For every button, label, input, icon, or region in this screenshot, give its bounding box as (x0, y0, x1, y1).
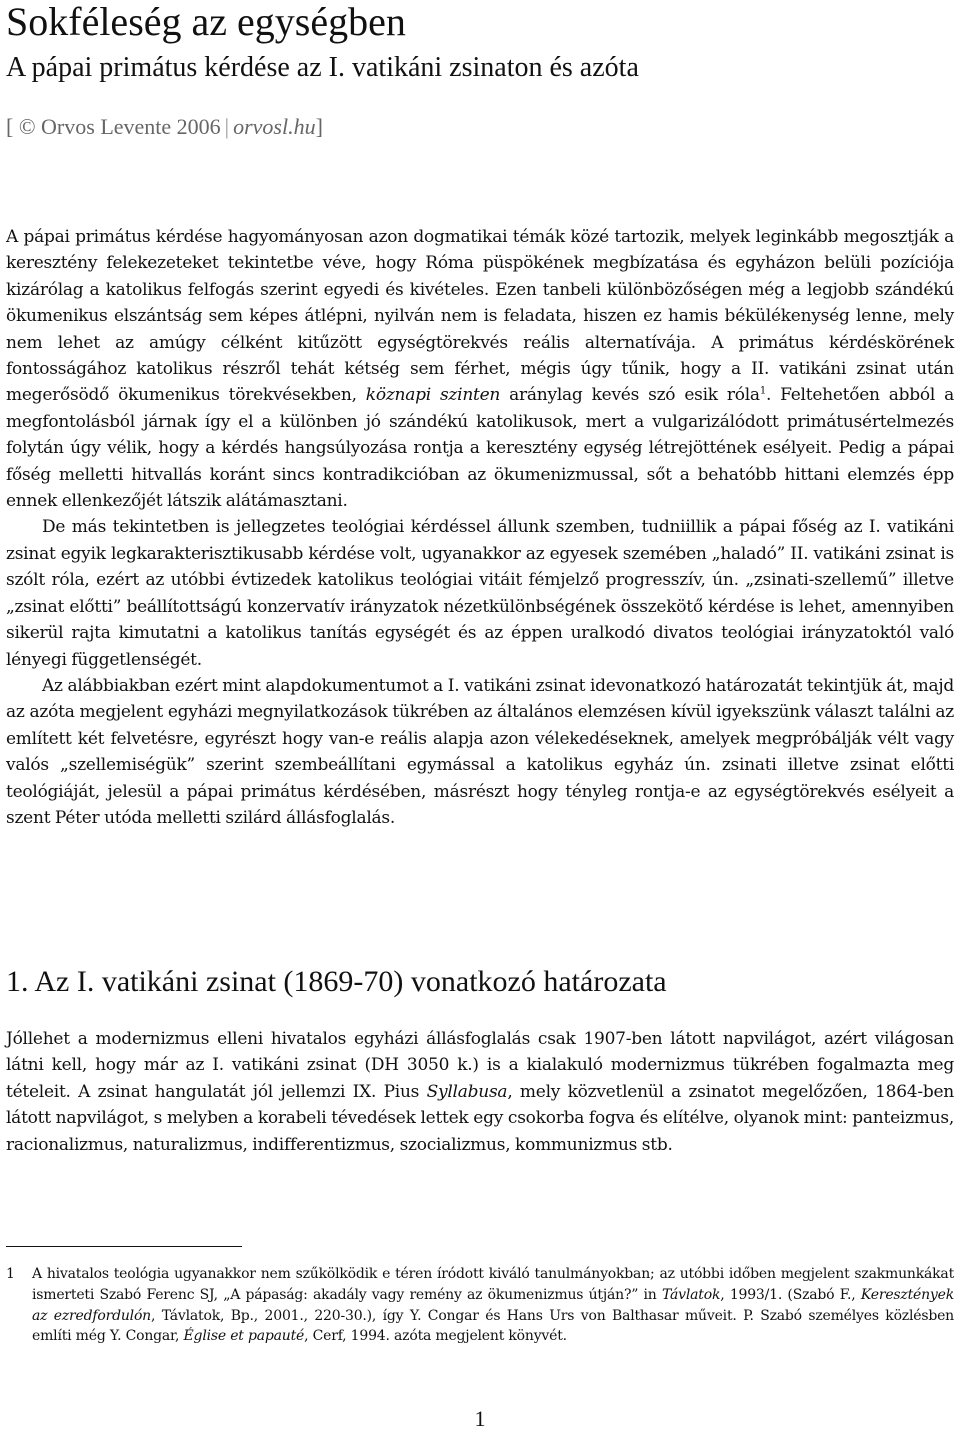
footnote-reference[interactable]: 1 (759, 385, 766, 397)
footnote-text-4: , Cerf, 1994. azóta megjelent könyvét. (304, 1328, 567, 1345)
section-1-emphasis: Syllabusa (426, 1081, 508, 1102)
byline-separator: | (224, 114, 230, 139)
intro-paragraph-2: De más tekintetben is jellegzetes teológiai kérdéssel állunk szemben, tudniillik a pápai főség az I. vatikáni zsinat egyik legkarakterisztikusabb kérdése volt, ugyanakkor az egyesek szemében „haladó” II. vatikáni zsinat is szólt róla, ezért az utóbbi évtizedek katolikus teológiai vitáit fémjelző progresszív, ún. „zsinati-szellemű” illetve „zsinat előtti” beállítottságú konzervatív irányzatok nézetkülönbségének összekötő kérdése is lehet, amennyiben sikerül rajta kimutatni a katolikus tanítás egységét és az éppen uralkodó divatos teológiai irányzatoktól való lényegi függetlenségét. (6, 517, 954, 670)
footnote-emphasis-1: Távlatok (661, 1286, 721, 1303)
footnote (6, 1264, 954, 1347)
intro-p1-emphasis: köznapi szinten (365, 385, 501, 406)
section-1-text-end: , mely közvetlenül a zsinatot megelőzően, 1864-ben látott napvilágot, s melyben a korabeli tévedések lettek egy csokorba fogva és elítélve, olyanok mint: panteizmus, racionalizmus, naturalizmus, indifferentizmus, szocializmus, kommunizmus stb. (6, 1081, 954, 1155)
footnote-text-2: , 1993/1. (Szabó F., (720, 1286, 856, 1303)
footnote-text-3: , Távlatok, Bp., 2001., 220-30.), így Y. Congar és Hans Urs von Balthasar műveit. P. Szabó személyes közlésben említi még Y. Congar, (32, 1307, 954, 1345)
intro-p1-text: A pápai primátus kérdése hagyományosan azon dogmatikai témák közé tartozik, melyek leginkább megosztják a keresztény felekezeteket tekintetbe véve, hogy Róma püspökének megbízatása és egyházon belüli pozíciója kizárólag a katolikus felfogás szerint egyedi és kivételes. Ezen tanbeli különbözőségen még a legjobb szándékú ökumenikus elszántság sem képes átlépni, nyilván nem is feladata, hiszen ez hamis békülékenység lenne, mely nem lehet az amúgy célként kitűzött egységtörekvés reális alternatívája. A primátus kérdéskörének fontosságához katolikus részről tehát kétség sem férhet, mégis úgy tűnik, hogy a II. vatikáni zsinat után megerősödő ökumenikus törekvésekben, (6, 227, 954, 406)
intro-p1-text-mid: aránylag kevés szó esik róla (509, 385, 760, 406)
footnote-number: 1 (6, 1266, 15, 1282)
footnote-emphasis-3: Église et papauté (183, 1328, 305, 1345)
footnote-divider (6, 1246, 242, 1247)
byline (6, 114, 323, 140)
section-1-body (6, 1026, 954, 1158)
footnote-emphasis-2: Keresztények az ezredfordulón (32, 1286, 954, 1324)
intro-paragraph-1 (6, 224, 954, 514)
section-1-text: Jóllehet a modernizmus elleni hivatalos egyházi állásfoglalás csak 1907-ben látott napvilágot, azért világosan látni kell, hogy már az I. vatikáni zsinat (DH 3050 k.) is a kialakuló modernizmus tükrében fogalmazta meg tételeit. A zsinat hangulatát jól jellemzi IX. Pius (6, 1029, 954, 1102)
byline-close-bracket: ] (315, 114, 323, 139)
byline-copyright: © Orvos Levente 2006 (18, 114, 221, 139)
byline-open-bracket: [ (6, 114, 14, 139)
footnote-text (32, 1264, 954, 1347)
footnote-text-1: A hivatalos teológia ugyanakkor nem szűkölködik e téren íródott kiváló tanulmányokban; az utóbbi időben megjelent szakmunkákat ismerteti Szabó Ferenc SJ, „A pápaság: akadály vagy remény az ökumenizmus útján?” in (32, 1266, 954, 1303)
page-number: 1 (474, 1406, 486, 1431)
intro-p1-text-end: . Feltehetően abból a megfontolásból járnak így el a különben jó szándékú katolikusok, mert a vulgarizálódott primátusértelmezés folytán úgy vélik, hogy a kérdés hangsúlyozása rontja a keresztény egység létrejöttének esélyeit. Pedig a pápai főség melletti hitvallás koránt sincs kontradikcióban az ökumenizmussal, sőt a behatóbb hittani elemzés épp ennek ellenkezőjét látszik alátámasztani. (6, 385, 954, 512)
intro-section (6, 224, 954, 831)
byline-site-link[interactable]: orvosl.hu (233, 114, 316, 139)
document-title: Sokféleség az egységben (6, 0, 406, 44)
section-1-paragraph (6, 1026, 954, 1158)
document-subtitle: A pápai primátus kérdése az I. vatikáni zsinaton és azóta (6, 52, 639, 83)
section-heading: 1. Az I. vatikáni zsinat (1869-70) vonatkozó határozata (6, 965, 667, 998)
intro-paragraph-3: Az alábbiakban ezért mint alapdokumentumot a I. vatikáni zsinat idevonatkozó határozatát tekintjük át, majd az azóta megjelent egyházi megnyilatkozások tükrében az általános elemzésen kívül igyekszünk választ találni az említett két felvetésre, egyrészt hogy van-e reális alapja azon vélekedéseknek, amelyek megpróbálják vélt vagy valós „szellemiségük” szerint szembeállítani egymással a katolikus egyház ún. zsinati illetve zsinat előtti teológiáját, jelesül a pápai primátus kérdésében, másrészt hogy tényleg rontja-e az egységtörekvés esélyeit a szent Péter utóda melletti szilárd állásfoglalás. (6, 675, 954, 828)
